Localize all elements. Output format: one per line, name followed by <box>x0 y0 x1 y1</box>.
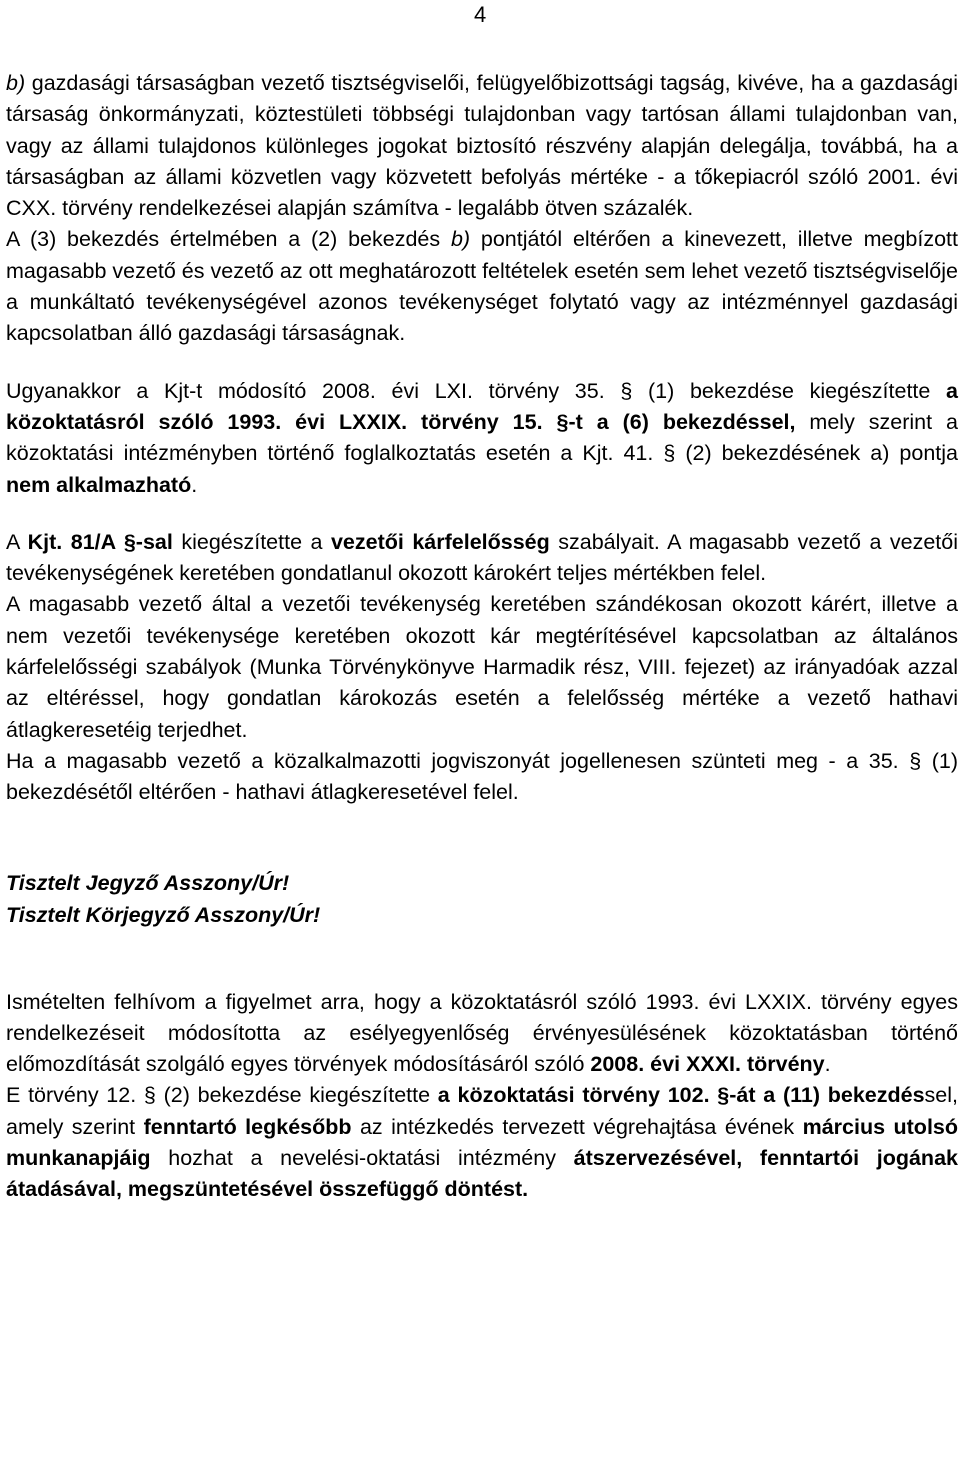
paragraph-unlawful-termination: Ha a magasabb vezető a közalkalmazotti jogviszonyát jogellenesen szünteti meg - a 35. § (1) bekezdésétől eltérően - hathavi átlagkeresetével felel. <box>6 748 958 805</box>
paragraph-b-point <box>6 68 958 224</box>
document-body <box>6 68 958 1206</box>
paragraph-section-3 <box>6 224 958 349</box>
paragraph-text: A (3) bekezdés értelmében a (2) bekezdés <box>6 227 451 252</box>
emphasis-text: fenntartó legkésőbb <box>143 1114 352 1139</box>
paragraph-text: Ugyanakkor a Kjt-t módosító 2008. évi LXI. törvény 35. § (1) bekezdése kiegészítette <box>6 378 947 403</box>
emphasis-text: Kjt. 81/A §-sal <box>27 529 173 554</box>
paragraph-text: az intézkedés tervezett végrehajtása évének <box>351 1114 803 1139</box>
paragraph-text: hozhat a nevelési-oktatási intézmény <box>150 1146 574 1171</box>
paragraph-text: sel, amely szerint <box>6 1083 958 1139</box>
paragraph-liability <box>6 527 958 590</box>
emphasis-text: nem alkalmazható <box>6 472 192 497</box>
paragraph-text: E törvény 12. § (2) bekezdése kiegészítette <box>6 1083 438 1108</box>
paragraph-text: pontjától eltérően a kinevezett, illetve megbízott magasabb vezető és vezető az ott meghatározott feltételek esetén sem lehet vezető tisztségviselője a munkáltató tevékenységével azonos tevékenységet folytató vagy az intézménnyel gazdasági kapcsolatban álló gazdasági társaságnak. <box>6 227 958 346</box>
paragraph-text: szabályait. A magasabb vezető a vezetői tevékenységének keretében gondatlanul okozott károkért teljes mértékben felel. <box>6 529 958 586</box>
salutation-line: Tisztelt Jegyző Asszony/Úr! <box>6 870 290 895</box>
paragraph-reminder <box>6 987 958 1081</box>
paragraph-text: . <box>191 472 198 497</box>
emphasis-text: március utolsó munkanapjáig <box>6 1114 959 1171</box>
emphasis-text: a közoktatásról szóló 1993. évi LXXIX. törvény 15. §-t a (6) bekezdéssel, <box>6 378 958 434</box>
paragraph-text: A <box>6 529 28 554</box>
emphasis-text: a közoktatási törvény 102. §-át a (11) bekezdés <box>437 1083 925 1108</box>
salutation-line: Tisztelt Körjegyző Asszony/Úr! <box>6 902 321 927</box>
point-label: b) <box>450 227 471 252</box>
point-label: b) <box>6 71 26 95</box>
emphasis-text: átszervezésével, fenntartói jogának átadásával, megszüntetésével összefüggő döntést. <box>6 1146 958 1202</box>
emphasis-text: 2008. évi XXXI. törvény <box>590 1052 825 1077</box>
paragraph-section-12 <box>6 1080 958 1205</box>
salutation <box>6 867 958 931</box>
paragraph-text: . <box>824 1052 831 1077</box>
emphasis-text: vezetői kárfelelősség <box>330 529 550 554</box>
paragraph-intentional-damage: A magasabb vezető által a vezetői tevékenység keretében szándékosan okozott kárért, illetve a nem vezetői tevékenysége keretében okozott kár megtérítésével kapcsolatban az általános kárfelelősségi szabályok (Munka Törvénykönyve Harmadik rész, VIII. fejezet) az irányadóak azzal az eltéréssel, hogy gondatlan károkozás esetén a felelősség mértéke a vezető hathavi átlagkeresetéig terjedhet. <box>6 592 958 742</box>
paragraph-text: kiegészítette a <box>172 529 331 554</box>
page-number: 4 <box>474 2 487 27</box>
paragraph-text: mely szerint a közoktatási intézményben történő foglalkoztatás esetén a Kjt. 41. § (2) bekezdésének a) pontja <box>6 409 958 466</box>
paragraph-text: Ismételten felhívom a figyelmet arra, hogy a közoktatásról szóló 1993. évi LXXIX. törvény egyes rendelkezéseit módosította az esélyegyenlőség érvényesülésének közoktatásban történő előmozdítását szolgáló egyes törvények módosításáról szóló <box>6 989 958 1077</box>
paragraph-kjt-amendment <box>6 376 958 501</box>
paragraph-text: gazdasági társaságban vezető tisztségviselői, felügyelőbizottsági tagság, kivéve, ha a gazdasági társaság önkormányzati, köztestületi többségi tulajdonban vagy tartósan állami tulajdonban van, vagy az állami tulajdonos különleges jogokat biztosító részvény alapján delegálja, továbbá, ha a társaságban az állami közvetlen vagy közvetett befolyás mértéke - a tőkepiacról szóló 2001. évi CXX. törvény rendelkezései alapján számítva - legalább ötven százalék. <box>6 71 958 221</box>
